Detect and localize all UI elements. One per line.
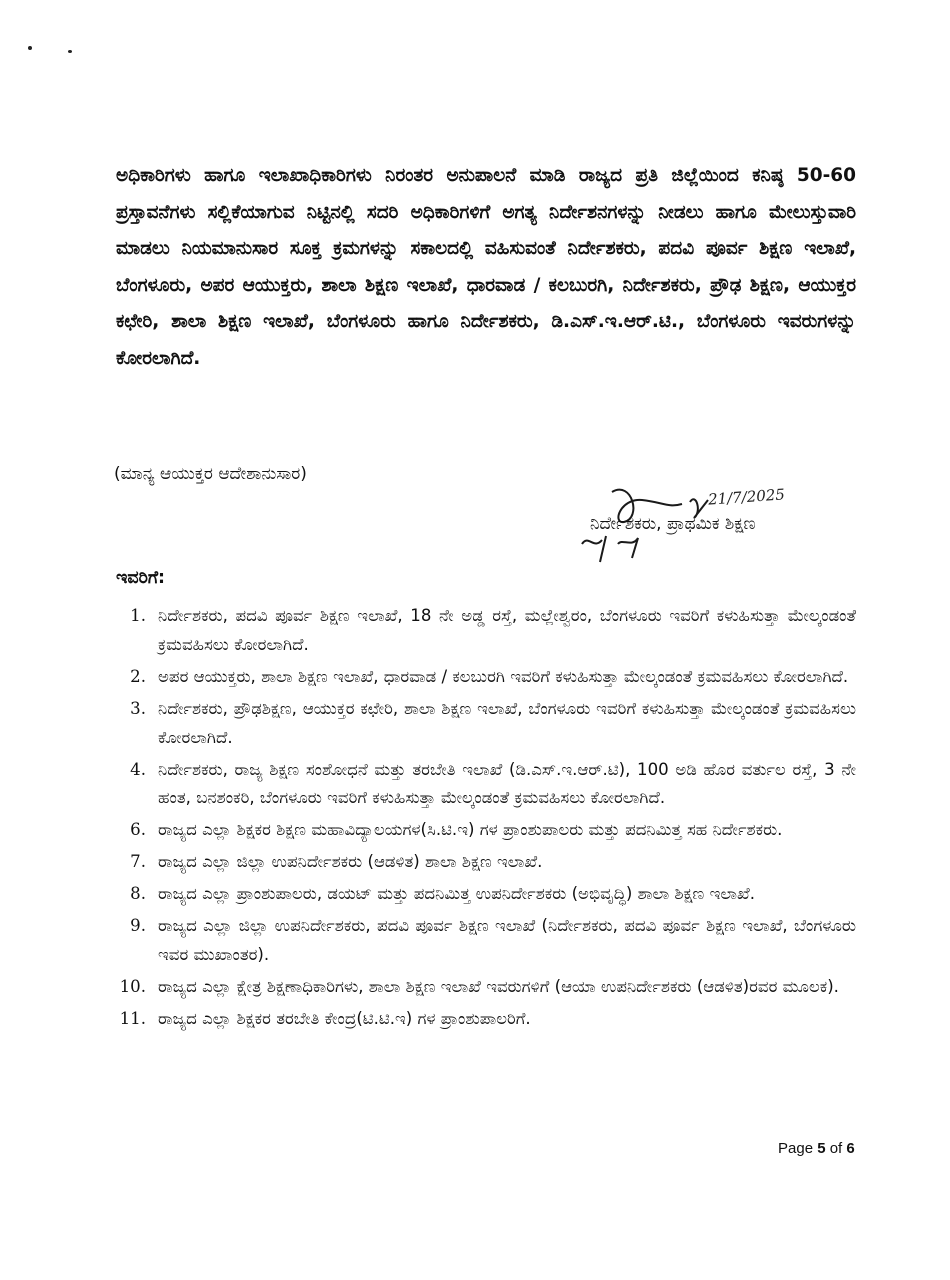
item-number: 1. [130,606,146,625]
item-number: 10. [119,977,146,997]
signatory-designation: ನಿರ್ದೇಶಕರು, ಪ್ರಾಥಮಿಕ ಶಿಕ್ಷಣ [590,514,756,534]
list-item [114,1005,856,1034]
item-number: 7. [130,852,146,872]
page-of: of [825,1140,847,1157]
item-text: ಅಪರ ಆಯುಕ್ತರು, ಶಾಲಾ ಶಿಕ್ಷಣ ಇಲಾಖೆ, ಧಾರವಾಡ / ಕಲಬುರಗಿ ಇವರಿಗೆ ಕಳುಹಿಸುತ್ತಾ ಮೇಲ್ಕಂಡಂತೆ ಕ್ರಮವಹಿಸಲು ಕೋರಲಾಗಿದೆ. [158,666,849,686]
order-note: (ಮಾನ್ಯ ಆಯುಕ್ತರ ಆದೇಶಾನುಸಾರ) [114,464,307,484]
list-item [114,756,856,814]
list-item [114,912,856,970]
item-number: 11. [119,1009,146,1029]
body-paragraph: ಅಧಿಕಾರಿಗಳು ಹಾಗೂ ಇಲಾಖಾಧಿಕಾರಿಗಳು ನಿರಂತರ ಅನುಪಾಲನೆ ಮಾಡಿ ರಾಜ್ಯದ ಪ್ರತಿ ಜಿಲ್ಲೆಯಿಂದ ಕನಿಷ್ಠ 50-60 ಪ್ರಸ್ತಾವನೆಗಳು ಸಲ್ಲಿಕೆಯಾಗುವ ನಿಟ್ಟಿನಲ್ಲಿ ಸದರಿ ಅಧಿಕಾರಿಗಳಿಗೆ ಅಗತ್ಯ ನಿರ್ದೇಶನಗಳನ್ನು ನೀಡಲು ಹಾಗೂ ಮೇಲುಸ್ತುವಾರಿ ಮಾಡಲು ನಿಯಮಾನುಸಾರ ಸೂಕ್ತ ಕ್ರಮಗಳನ್ನು ಸಕಾಲದಲ್ಲಿ ವಹಿಸುವಂತೆ ನಿರ್ದೇಶಕರು, ಪದವಿ ಪೂರ್ವ ಶಿಕ್ಷಣ ಇಲಾಖೆ, ಬೆಂಗಳೂರು, ಅಪರ ಆಯುಕ್ತರು, ಶಾಲಾ ಶಿಕ್ಷಣ ಇಲಾಖೆ, ಧಾರವಾಡ / ಕಲಬುರಗಿ, ನಿರ್ದೇಶಕರು, ಪ್ರೌಢ ಶಿಕ್ಷಣ, ಆಯುಕ್ತರ ಕಛೇರಿ, ಶಾಲಾ ಶಿಕ್ಷಣ ಇಲಾಖೆ, ಬೆಂಗಳೂರು ಹಾಗೂ ನಿರ್ದೇಶಕರು, ಡಿ.ಎಸ್.ಇ.ಆರ್.ಟಿ., ಬೆಂಗಳೂರು ಇವರುಗಳನ್ನು ಕೋರಲಾಗಿದೆ. [116,165,856,369]
item-number: 2. [130,666,146,686]
list-item [114,973,856,1002]
item-text: ನಿರ್ದೇಶಕರು, ರಾಜ್ಯ ಶಿಕ್ಷಣ ಸಂಶೋಧನೆ ಮತ್ತು ತರಬೇತಿ ಇಲಾಖೆ (ಡಿ.ಎಸ್.ಇ.ಆರ್.ಟಿ), 100 ಅಡಿ ಹೊರ ವರ್ತುಲ ರಸ್ತೆ, 3 ನೇ ಹಂತ, ಬನಶಂಕರಿ, ಬೆಂಗಳೂರು ಇವರಿಗೆ ಕಳುಹಿಸುತ್ತಾ ಮೇಲ್ಕಂಡಂತೆ ಕ್ರಮವಹಿಸಲು ಕೋರಲಾಗಿದೆ. [158,759,856,808]
item-text: ರಾಜ್ಯದ ಎಲ್ಲಾ ಜಿಲ್ಲಾ ಉಪನಿರ್ದೇಶಕರು, ಪದವಿ ಪೂರ್ವ ಶಿಕ್ಷಣ ಇಲಾಖೆ (ನಿರ್ದೇಶಕರು, ಪದವಿ ಪೂರ್ವ ಶಿಕ್ಷಣ ಇಲಾಖೆ, ಬೆಂಗಳೂರು ಇವರ ಮುಖಾಂತರ). [158,916,856,965]
list-item [114,848,856,877]
item-text: ನಿರ್ದೇಶಕರು, ಪದವಿ ಪೂರ್ವ ಶಿಕ್ಷಣ ಇಲಾಖೆ, 18 ನೇ ಅಡ್ಡ ರಸ್ತೆ, ಮಲ್ಲೇಶ್ವರಂ, ಬೆಂಗಳೂರು ಇವರಿಗೆ ಕಳುಹಿಸುತ್ತಾ ಮೇಲ್ಕಂಡಂತೆ ಕ್ರಮವಹಿಸಲು ಕೋರಲಾಗಿದೆ. [158,606,856,654]
page-current: 5 [817,1140,826,1157]
item-number: 9. [130,916,146,936]
item-text: ರಾಜ್ಯದ ಎಲ್ಲಾ ಶಿಕ್ಷಕರ ಶಿಕ್ಷಣ ಮಹಾವಿದ್ಯಾಲಯಗಳ(ಸಿ.ಟಿ.ಇ) ಗಳ ಪ್ರಾಂಶುಪಾಲರು ಮತ್ತು ಪದನಿಮಿತ್ತ ಸಹ ನಿರ್ದೇಶಕರು. [158,820,783,840]
list-item [114,695,856,753]
list-item [114,663,856,692]
item-text: ರಾಜ್ಯದ ಎಲ್ಲಾ ಕ್ಷೇತ್ರ ಶಿಕ್ಷಣಾಧಿಕಾರಿಗಳು, ಶಾಲಾ ಶಿಕ್ಷಣ ಇಲಾಖೆ ಇವರುಗಳಿಗೆ (ಆಯಾ ಉಪನಿರ್ದೇಶಕರು (ಆಡಳಿತ)ರವರ ಮೂಲಕ). [158,977,839,997]
item-text: ರಾಜ್ಯದ ಎಲ್ಲಾ ಪ್ರಾಂಶುಪಾಲರು, ಡಯಟ್ ಮತ್ತು ಪದನಿಮಿತ್ತ ಉಪನಿರ್ದೇಶಕರು (ಅಭಿವೃದ್ಧಿ) ಶಾಲಾ ಶಿಕ್ಷಣ ಇಲಾಖೆ. [158,884,755,904]
recipients-heading: ಇವರಿಗೆ: [116,568,166,588]
page-prefix: Page [778,1140,818,1157]
recipients-list [114,602,856,1037]
list-item [114,816,856,845]
item-number: 8. [130,884,146,904]
page-total: 6 [846,1140,855,1157]
item-number: 3. [130,698,146,718]
item-text: ರಾಜ್ಯದ ಎಲ್ಲಾ ಶಿಕ್ಷಕರ ತರಬೇತಿ ಕೇಂದ್ರ(ಟಿ.ಟಿ.ಇ) ಗಳ ಪ್ರಾಂಶುಪಾಲರಿಗೆ. [158,1009,531,1029]
list-item [114,880,856,909]
list-item [114,602,856,660]
signature-date: 21/7/2025 [707,485,786,509]
item-text: ನಿರ್ದೇಶಕರು, ಪ್ರೌಢಶಿಕ್ಷಣ, ಆಯುಕ್ತರ ಕಛೇರಿ, ಶಾಲಾ ಶಿಕ್ಷಣ ಇಲಾಖೆ, ಬೆಂಗಳೂರು ಇವರಿಗೆ ಕಳುಹಿಸುತ್ತಾ ಮೇಲ್ಕಂಡಂತೆ ಕ್ರಮವಹಿಸಲು ಕೋರಲಾಗಿದೆ. [158,698,856,747]
page-number [778,1140,855,1157]
scan-speck [68,50,72,53]
item-text: ರಾಜ್ಯದ ಎಲ್ಲಾ ಜಿಲ್ಲಾ ಉಪನಿರ್ದೇಶಕರು (ಆಡಳಿತ) ಶಾಲಾ ಶಿಕ್ಷಣ ಇಲಾಖೆ. [158,852,543,872]
item-number: 4. [130,759,146,779]
item-number: 6. [130,820,146,840]
scan-speck [28,46,32,50]
